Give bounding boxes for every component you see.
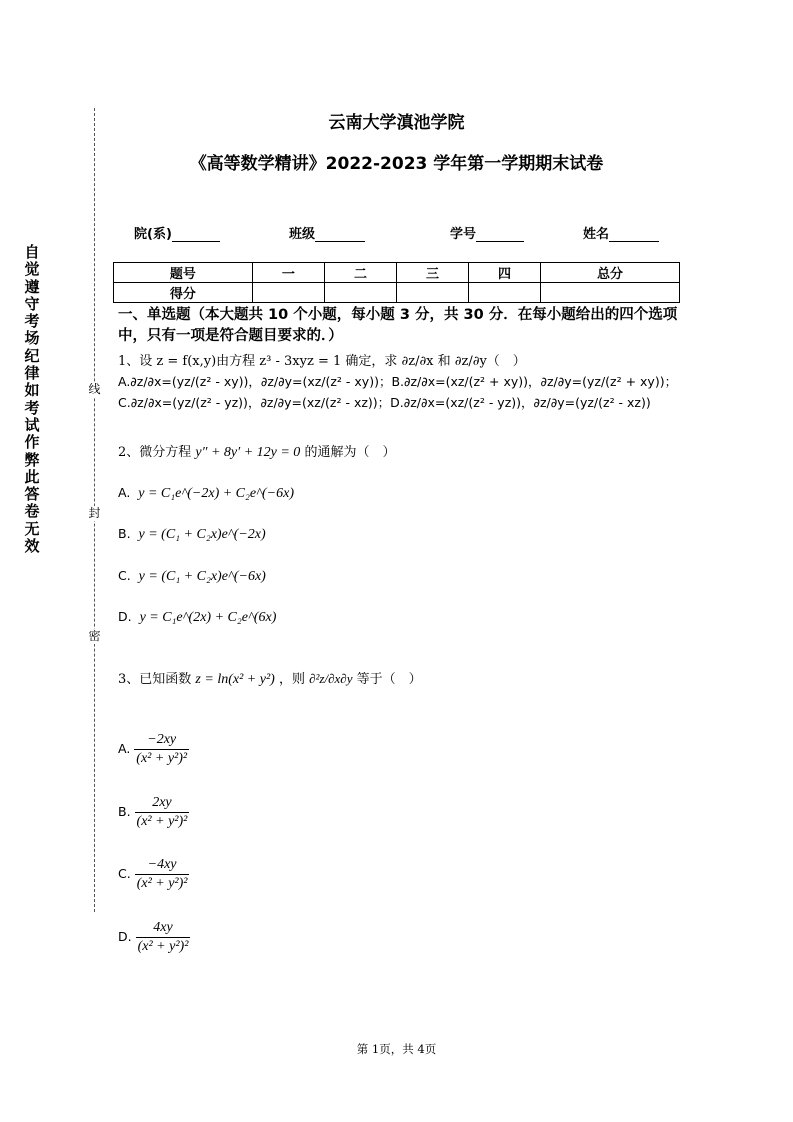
class-field <box>289 223 365 242</box>
question-2-option-c[interactable] <box>118 568 266 585</box>
score-header-cell: 题号 <box>114 263 253 283</box>
question-2-prefix: 2、微分方程 <box>118 445 192 460</box>
question-1-options-cd: C.∂z/∂x=(yz/(z² - yz))，∂z/∂y=(xz/(z² - xz))；D.∂z/∂x=(xz/(z² - yz))，∂z/∂y=(yz/(z² - xz)) <box>118 395 651 410</box>
question-3-option-b[interactable] <box>118 795 189 830</box>
score-cell[interactable] <box>469 283 541 303</box>
fraction-numerator: −2xy <box>147 732 177 747</box>
score-header-cell: 二 <box>324 263 396 283</box>
score-header-cell: 四 <box>469 263 541 283</box>
name-blank[interactable] <box>609 227 659 242</box>
option-fraction <box>135 857 190 892</box>
question-1-options-ab: A.∂z/∂x=(yz/(z² - xy))，∂z/∂y=(xz/(z² - xy))；B.∂z/∂x=(xz/(z² + xy))，∂z/∂y=(yz/(z² + xy))； <box>118 374 678 389</box>
warning-char: 效 <box>24 537 40 556</box>
seal-mark-feng: 封 <box>88 506 101 520</box>
score-table <box>113 262 680 303</box>
class-label: 班级 <box>289 227 316 242</box>
question-1-stem: 1、设 z = f(x,y)由方程 z³ - 3xyz = 1 确定，求 ∂z/∂x 和 ∂z/∂y（ ） <box>118 354 526 369</box>
option-label: C. <box>118 866 131 881</box>
score-cell[interactable] <box>541 283 680 303</box>
warning-char: 考 <box>24 398 40 417</box>
option-label: D. <box>118 929 132 944</box>
option-formula: y = C₁e^(2x) + C₂e^(6x) <box>139 610 277 625</box>
question-3-suffix: 等于（ ） <box>356 672 422 687</box>
warning-char: 律 <box>24 364 40 383</box>
binding-warning <box>22 244 42 555</box>
score-table-header-row <box>114 263 680 283</box>
page-footer: 第 1页，共 4页 <box>356 1042 437 1056</box>
warning-char: 自 <box>24 243 40 261</box>
option-fraction <box>136 920 191 955</box>
question-3-function: z = ln(x² + y²) <box>195 672 275 687</box>
class-blank[interactable] <box>315 227 365 242</box>
department-field <box>134 223 220 242</box>
question-3-prefix: 3、已知函数 <box>118 672 192 687</box>
warning-char: 答 <box>24 485 40 504</box>
question-3-option-a[interactable] <box>118 732 189 767</box>
fraction-denominator: (x² + y²)² <box>137 939 189 954</box>
score-table-score-row <box>114 283 680 303</box>
option-label: A. <box>118 741 131 756</box>
fraction-numerator: 4xy <box>153 920 173 935</box>
score-cell[interactable] <box>396 283 468 303</box>
warning-char: 试 <box>24 415 40 434</box>
question-2-option-a[interactable] <box>118 485 294 502</box>
fraction-numerator: −4xy <box>147 857 177 872</box>
fraction-denominator: (x² + y²)² <box>136 876 188 891</box>
score-row-label: 得分 <box>114 283 253 303</box>
seal-mark-xian: 线 <box>88 382 101 396</box>
question-3-mid: ，则 <box>278 672 305 687</box>
fraction-denominator: (x² + y²)² <box>136 751 188 766</box>
warning-char: 场 <box>24 329 40 348</box>
score-header-cell: 一 <box>252 263 324 283</box>
score-header-cell: 总分 <box>541 263 680 283</box>
department-blank[interactable] <box>172 227 220 242</box>
fraction-numerator: 2xy <box>152 795 172 810</box>
question-2-equation: y″ + 8y′ + 12y = 0 <box>195 445 301 460</box>
fraction-denominator: (x² + y²)² <box>136 814 188 829</box>
warning-char: 无 <box>24 519 40 538</box>
option-fraction <box>135 795 190 830</box>
question-2-option-b[interactable] <box>118 526 266 543</box>
option-formula: y = C₁e^(−2x) + C₂e^(−6x) <box>138 486 294 501</box>
warning-char: 纪 <box>24 346 40 365</box>
question-2-option-d[interactable] <box>118 609 276 626</box>
option-label: C. <box>118 568 131 583</box>
option-label: B. <box>118 804 131 819</box>
name-field <box>583 223 659 242</box>
option-label: D. <box>118 609 132 624</box>
question-3-option-d[interactable] <box>118 920 190 955</box>
question-3-derivative: ∂²z/∂x∂y <box>309 671 353 686</box>
warning-char: 守 <box>24 294 40 313</box>
warning-char: 觉 <box>24 260 40 279</box>
warning-char: 遵 <box>24 277 40 296</box>
warning-char: 此 <box>24 467 40 486</box>
option-formula: y = (C₁ + C₂x)e^(−2x) <box>138 527 266 542</box>
exam-title: 《高等数学精讲》2022-2023 学年第一学期期末试卷 <box>189 154 604 174</box>
seal-mark-mi: 密 <box>88 629 101 643</box>
department-label: 院(系) <box>134 227 172 242</box>
school-title: 云南大学滇池学院 <box>328 113 465 133</box>
warning-char: 作 <box>24 433 40 452</box>
student-id-blank[interactable] <box>476 227 524 242</box>
question-2-stem <box>118 441 395 461</box>
score-cell[interactable] <box>324 283 396 303</box>
warning-char: 如 <box>24 381 40 400</box>
student-id-field <box>450 223 524 242</box>
warning-char: 弊 <box>24 450 40 469</box>
question-2-suffix: 的通解为（ ） <box>304 445 396 460</box>
warning-char: 考 <box>24 312 40 331</box>
section-heading: 一、单选题（本大题共 10 个小题，每小题 3 分，共 30 分．在每小题给出的四个选项中，只有一项是符合题目要求的．） <box>118 307 678 344</box>
question-3-option-c[interactable] <box>118 857 189 892</box>
name-label: 姓名 <box>583 227 610 242</box>
option-label: A. <box>118 485 131 500</box>
option-formula: y = (C₁ + C₂x)e^(−6x) <box>138 569 266 584</box>
option-label: B. <box>118 526 131 541</box>
option-fraction <box>134 732 189 767</box>
student-id-label: 学号 <box>450 227 477 242</box>
score-cell[interactable] <box>252 283 324 303</box>
question-3-stem <box>118 668 422 688</box>
warning-char: 卷 <box>24 502 40 521</box>
score-header-cell: 三 <box>396 263 468 283</box>
